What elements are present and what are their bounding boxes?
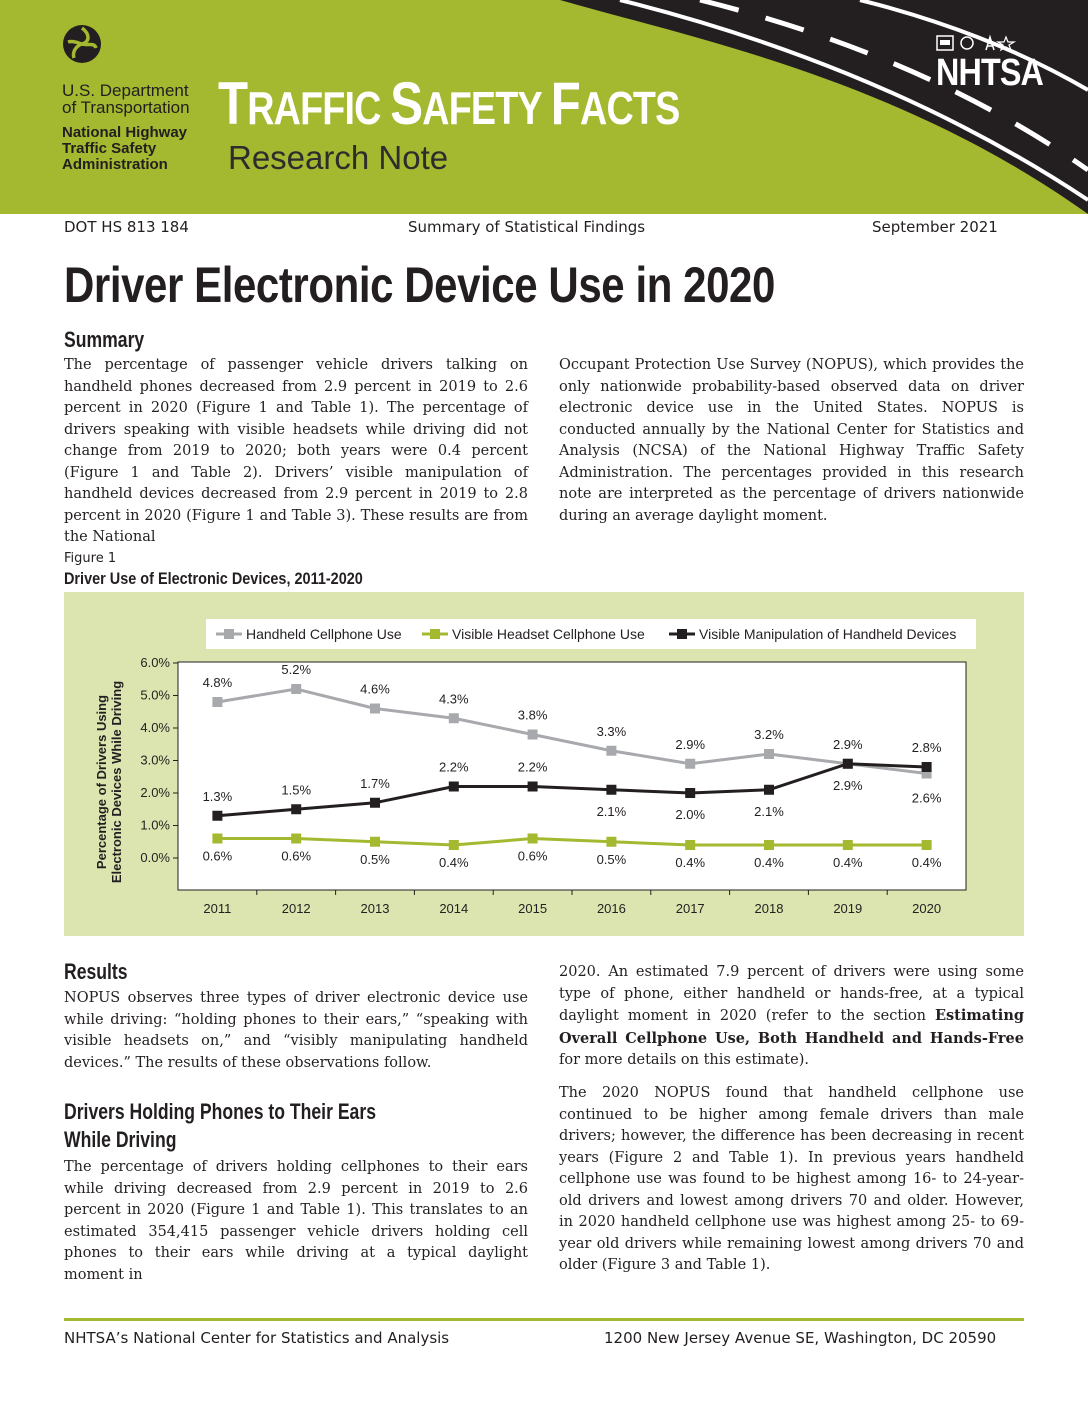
estimating-section-ref: Estimating Overall Cellphone Use, Both Handheld and Hands-Free xyxy=(559,1007,1024,1047)
data-point xyxy=(370,704,380,714)
footer-left: NHTSA’s National Center for Statistics and Analysis xyxy=(64,1329,450,1347)
data-label: 2.9% xyxy=(675,736,706,752)
data-label: 2.6% xyxy=(911,790,942,806)
data-point xyxy=(843,840,853,850)
results-heading: Results xyxy=(64,959,128,984)
data-label: 3.8% xyxy=(517,707,548,723)
title-cap-t: T xyxy=(218,70,248,137)
data-label: 1.7% xyxy=(360,775,390,791)
data-label: 1.5% xyxy=(281,782,312,798)
x-tick-label: 2014 xyxy=(439,901,469,916)
data-label: 0.6% xyxy=(281,848,312,864)
x-axis xyxy=(203,890,941,916)
x-tick-label: 2012 xyxy=(281,901,311,916)
para1-text-a: 2020. An estimated 7.9 percent of drivers were using some type of phone, either handheld or hands-free, at a typical daylight moment in 2020 (refer to the section xyxy=(559,964,1024,1024)
data-point xyxy=(685,759,695,769)
data-label: 0.4% xyxy=(675,855,706,870)
y-tick-label: 0.0% xyxy=(140,850,170,865)
data-point xyxy=(685,840,695,850)
title-cap-s: S xyxy=(390,70,423,137)
data-label: 2.1% xyxy=(754,803,784,819)
results-intro: NOPUS observes three types of driver electronic device use while driving: “holding phones to their ears,” “speaking with visible headsets on,” and “visibly manipulating handheld devices.” The results of these observations follow. xyxy=(64,990,528,1071)
data-point xyxy=(449,840,459,850)
data-label: 5.2% xyxy=(281,662,312,677)
y-tick-label: 6.0% xyxy=(140,655,170,670)
holding-heading-line-1: Drivers Holding Phones to Their Ears xyxy=(64,1099,376,1124)
page-title: Driver Electronic Device Use in 2020 xyxy=(64,257,775,313)
data-point xyxy=(370,837,380,847)
dot-logo-icon xyxy=(62,22,102,66)
results-col2-para1 xyxy=(559,962,1024,1072)
data-label: 4.8% xyxy=(202,675,233,690)
data-point xyxy=(922,762,932,772)
data-label: 3.2% xyxy=(754,727,784,742)
data-label: 0.5% xyxy=(596,851,627,867)
series-title xyxy=(218,70,680,138)
data-point xyxy=(212,811,222,821)
y-tick-label: 1.0% xyxy=(140,817,170,833)
data-label: 2.1% xyxy=(596,803,627,819)
data-point xyxy=(291,684,301,694)
data-label: 2.2% xyxy=(438,759,469,775)
summary-heading: Summary xyxy=(64,327,145,352)
data-point xyxy=(528,834,538,844)
data-label: 1.3% xyxy=(202,788,233,804)
y-tick-label: 4.0% xyxy=(140,720,170,735)
holding-heading-line-2: While Driving xyxy=(64,1127,177,1152)
line-chart xyxy=(64,592,1024,936)
data-label: 0.5% xyxy=(360,851,390,867)
data-point xyxy=(212,697,222,707)
data-label: 0.6% xyxy=(517,848,548,864)
doc-date: September 2021 xyxy=(872,218,998,236)
data-point xyxy=(449,782,459,792)
data-label: 0.4% xyxy=(754,855,784,870)
summary-col2: Occupant Protection Use Survey (NOPUS), which provides the only nationwide probability-based observed data on driver electronic device use in the United States. NOPUS is conducted annually by the National Center for Statistics and Analysis (NCSA) of the National Highway Traffic Safety Administration. The percentages provided in this research note are interpreted as the percentage of drivers nationwide during an average daylight moment. xyxy=(559,357,1024,524)
y-axis xyxy=(140,655,178,865)
data-point xyxy=(764,749,774,759)
legend-marker xyxy=(224,629,234,639)
data-point xyxy=(764,785,774,795)
x-tick-label: 2011 xyxy=(203,901,232,916)
figure-label: Figure 1 xyxy=(64,551,117,566)
data-label: 2.2% xyxy=(517,759,548,775)
results-col2-para2: The 2020 NOPUS found that handheld cellphone use continued to be higher among female drivers than male drivers; however, the difference has been decreasing in recent years (Figure 2 and Table 1). In previous years handheld cellphone use was found to be highest among 16- to 24-year-old drivers and lowest among drivers 70 and older. However, in 2020 handheld cellphone use was highest among 25- to 69-year old drivers while remaining lowest among drivers 70 and older (Figure 3 and Table 1). xyxy=(559,1085,1024,1273)
admin-line-3: Administration xyxy=(62,156,168,173)
chart-panel xyxy=(64,592,1024,936)
title-word-acts: ACTS xyxy=(580,82,680,134)
data-point xyxy=(212,834,222,844)
title-word-afety: AFETY xyxy=(422,82,551,134)
y-tick-label: 5.0% xyxy=(140,687,170,703)
x-tick-label: 2015 xyxy=(518,901,548,916)
data-label: 2.0% xyxy=(675,807,706,822)
footer-right: 1200 New Jersey Avenue SE, Washington, DC 20590 xyxy=(604,1329,997,1347)
legend-label: Handheld Cellphone Use xyxy=(246,626,402,642)
x-tick-label: 2018 xyxy=(754,901,784,916)
data-point xyxy=(528,730,538,740)
data-point xyxy=(606,746,616,756)
data-point xyxy=(685,788,695,798)
chart-legend xyxy=(206,619,976,649)
masthead xyxy=(0,0,1088,214)
legend-label: Visible Headset Cellphone Use xyxy=(452,626,645,642)
y-tick-label: 2.0% xyxy=(140,785,170,800)
doc-number: DOT HS 813 184 xyxy=(64,218,189,236)
data-point xyxy=(370,798,380,808)
data-point xyxy=(606,837,616,847)
data-point xyxy=(606,785,616,795)
data-label: 4.6% xyxy=(360,681,390,697)
data-label: 0.4% xyxy=(911,855,942,870)
x-tick-label: 2017 xyxy=(675,901,705,916)
x-tick-label: 2020 xyxy=(912,901,942,916)
footer-rule xyxy=(64,1318,1024,1321)
data-point xyxy=(843,759,853,769)
data-label: 0.4% xyxy=(438,855,469,870)
data-point xyxy=(291,804,301,814)
x-tick-label: 2016 xyxy=(596,901,626,916)
admin-line-1: National Highway xyxy=(62,124,188,141)
dept-line-2: of Transportation xyxy=(62,98,190,117)
nhtsa-logo: NHTSA xyxy=(936,52,1044,94)
title-cap-f: F xyxy=(550,70,581,137)
figure-title: Driver Use of Electronic Devices, 2011-2020 xyxy=(64,569,363,588)
data-point xyxy=(764,840,774,850)
para1-text-b: for more details on this estimate). xyxy=(559,1052,809,1068)
series-subtitle: Research Note xyxy=(228,139,449,176)
data-label: 2.9% xyxy=(832,777,863,793)
legend-label: Visible Manipulation of Handheld Devices xyxy=(699,626,957,642)
admin-line-2: Traffic Safety xyxy=(62,140,157,157)
data-label: 0.4% xyxy=(832,855,863,870)
y-tick-label: 3.0% xyxy=(140,752,170,768)
title-word-raffic: RAFFIC xyxy=(247,82,391,134)
data-label: 3.3% xyxy=(596,723,627,739)
dept-line-1: U.S. Department xyxy=(62,81,189,100)
x-tick-label: 2013 xyxy=(360,901,390,916)
data-point xyxy=(449,713,459,723)
legend-marker xyxy=(677,629,687,639)
y-axis-title-line-2: Electronic Devices While Driving xyxy=(109,680,124,884)
data-label: 4.3% xyxy=(438,691,469,707)
y-axis-title-line-1: Percentage of Drivers Using xyxy=(94,694,109,870)
data-label: 0.6% xyxy=(202,848,233,864)
data-label: 2.8% xyxy=(911,740,942,755)
x-tick-label: 2019 xyxy=(833,901,863,916)
data-point xyxy=(922,840,932,850)
data-label: 2.9% xyxy=(832,736,863,752)
data-point xyxy=(528,782,538,792)
legend-marker xyxy=(430,629,440,639)
doc-series: Summary of Statistical Findings xyxy=(408,218,646,236)
nhtsa-program-icons xyxy=(936,34,1036,52)
data-point xyxy=(291,834,301,844)
holding-paragraph: The percentage of drivers holding cellphones to their ears while driving decreased from 2.9 percent in 2019 to 2.6 percent in 2020 (Figure 1 and Table 1). This translates to an estimated 354,415 passenger vehicle drivers holding cell phones to their ears while driving at a typical daylight moment in xyxy=(64,1159,528,1283)
summary-col1: The percentage of passenger vehicle drivers talking on handheld phones decreased from 2.9 percent in 2019 to 2.6 percent in 2020 (Figure 1 and Table 1). The percentage of drivers speaking with visible headsets while driving did not change from 2019 to 2020; both years were 0.4 percent (Figure 1 and Table 2). Drivers’ visible manipulation of handheld devices decreased from 2.9 percent in 2019 to 2.8 percent in 2020 (Figure 1 and Table 3). These results are from the National xyxy=(64,357,528,545)
